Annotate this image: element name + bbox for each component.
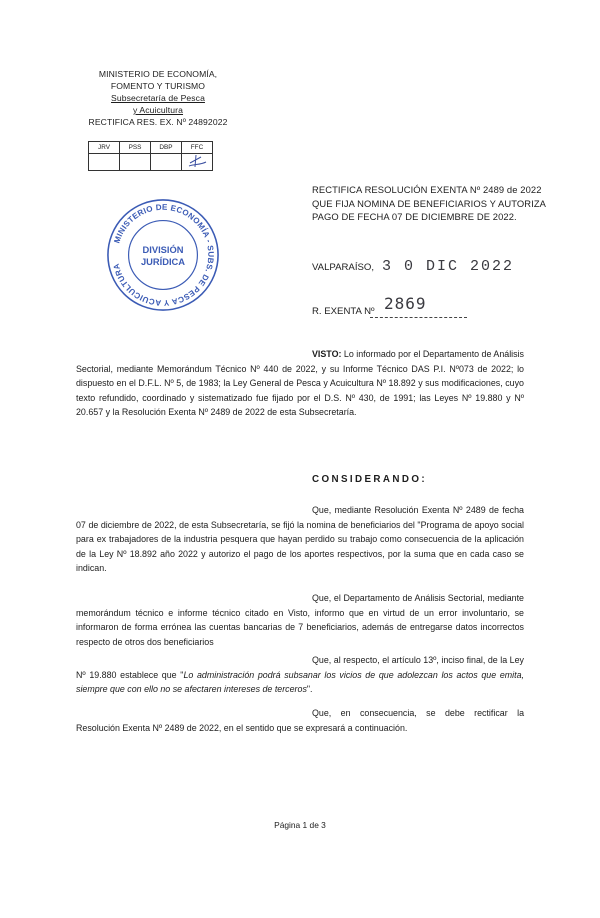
undersecretariat-line-2: y Acuicultura xyxy=(132,105,184,115)
considerando-text: Que, el Departamento de Análisis Sectorial, mediante memorándum técnico e informe técnico citado en Visto, informo que en virtud de un error involuntario, se informaron de forma errónea las cuentas bancarias de 7 beneficiarios, además de entregarse datos incorrectos respecto de otros dos beneficiarios xyxy=(76,593,524,647)
initials-table xyxy=(88,141,213,171)
considerando-paragraph-2 xyxy=(76,591,524,649)
reference-line: RECTIFICA RES. EX. Nº 24892022 xyxy=(88,117,228,127)
considerando-text: Que, mediante Resolución Exenta Nº 2489 de fecha 07 de diciembre de 2022, de esta Subsecretaría, se fijó la nomina de beneficiarios del "Programa de apoyo social para ex trabajadores de la industria pesquera que hayan perdido su trabajo como consecuencia de la aplicación de la Ley Nº 18.892 año 2022 y autorizo el pago de los aportes respectivos, por la suma que en cada caso se indican. xyxy=(76,505,524,574)
visto-label: VISTO: xyxy=(312,349,342,359)
resolution-number: 2869 xyxy=(384,294,427,313)
considerando-heading: CONSIDERANDO: xyxy=(312,474,428,485)
subject-line: PAGO DE FECHA 07 DE DICIEMBRE DE 2022. xyxy=(312,211,517,222)
initials-cell-3 xyxy=(151,154,182,171)
initials-col-2: PSS xyxy=(120,142,151,154)
resolution-number-label: R. EXENTA Nº xyxy=(312,306,375,317)
initials-col-3: DBP xyxy=(151,142,182,154)
ministry-line: MINISTERIO DE ECONOMÍA, xyxy=(98,69,218,79)
considerando-paragraph-3 xyxy=(76,653,524,697)
considerando-paragraph-1 xyxy=(76,503,524,576)
initials-cell-1 xyxy=(89,154,120,171)
issuer-header xyxy=(68,68,248,128)
initials-cell-4 xyxy=(182,154,213,171)
ministry-line-2: FOMENTO Y TURISMO xyxy=(110,81,206,91)
initials-col-4: FFC xyxy=(182,142,213,154)
division-stamp xyxy=(104,196,222,314)
subject-line: QUE FIJA NOMINA DE BENEFICIARIOS Y AUTORIZA xyxy=(312,197,547,209)
city-label: VALPARAÍSO, xyxy=(312,262,375,273)
visto-paragraph xyxy=(76,347,524,420)
considerando-text: Que, en consecuencia, se debe rectificar la Resolución Exenta Nº 2489 de 2022, en el sentido que se expresará a continuación. xyxy=(76,708,524,733)
considerando-paragraph-4 xyxy=(76,706,524,735)
initials-col-1: JRV xyxy=(89,142,120,154)
considerando-text-end: ". xyxy=(306,684,313,695)
stamp-center-line-1: DIVISIÓN xyxy=(142,245,184,256)
signature-mark-icon xyxy=(185,154,209,168)
undersecretariat-line: Subsecretaría de Pesca xyxy=(111,93,205,103)
date-stamp: 3 0 DIC 2022 xyxy=(382,258,515,275)
resolution-number-underline xyxy=(370,317,467,318)
considerando-text: Que, al respecto, el artículo 13º, inciso final, de la Ley Nº 19.880 establece que " xyxy=(76,655,524,680)
page-number: Página 1 de 3 xyxy=(274,820,326,830)
stamp-center-line-2: JURÍDICA xyxy=(140,256,186,267)
stamp-ring-text: MINISTERIO DE ECONOMÍA - SUBS. DE PESCA Y ACUICULTURA xyxy=(111,202,216,308)
considerando-quote: Lo administración podrá subsanar los vicios de que adolezcan los actos que emita, siempre que con ello no se afectaren intereses de terceros xyxy=(76,669,524,695)
subject-line: RECTIFICA RESOLUCIÓN EXENTA Nº 2489 de 2022 xyxy=(312,184,542,195)
initials-cell-2 xyxy=(120,154,151,171)
visto-text: Lo informado por el Departamento de Análisis Sectorial, mediante Memorándum Técnico Nº 440 de 2022, y su Informe Técnico DAS P.I. Nº073 de 2022; lo dispuesto en el D.F.L. Nº 5, de 1983; la Ley General de Pesca y Acuicultura Nº 18.892 y sus modificaciones, cuyo texto refundido, coordinado y sistematizado fue fijado por el D.S. Nº 430, de 1991; las Leyes Nº 19.880 y Nº 20.657 y la Resolución Exenta Nº 2489 de 2022 de esta Subsecretaría. xyxy=(76,349,524,418)
resolution-subject xyxy=(312,183,562,224)
